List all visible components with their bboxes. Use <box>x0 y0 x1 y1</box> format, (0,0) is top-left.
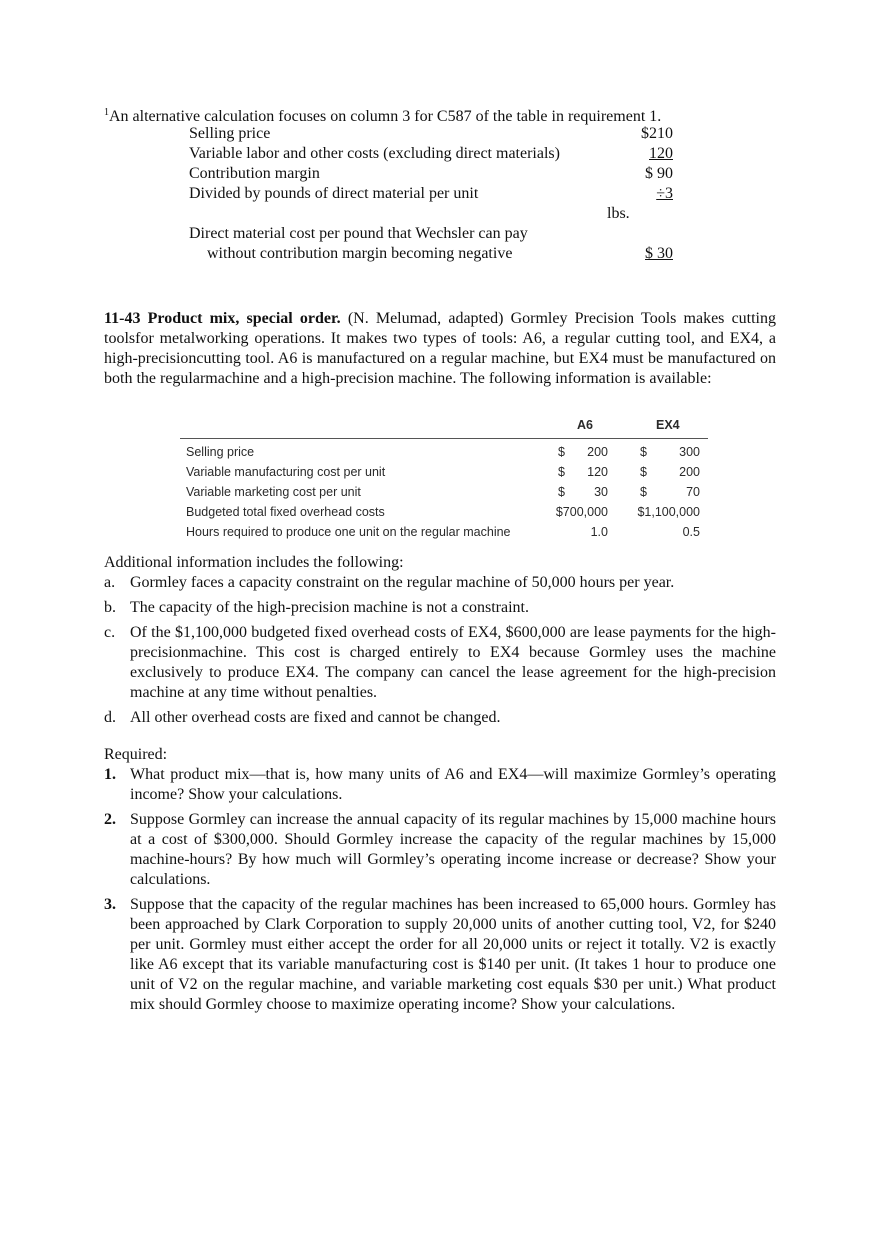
table-body <box>180 442 708 542</box>
cell-a6: 30 <box>594 485 608 499</box>
row-label: Budgeted total fixed overhead costs <box>186 505 385 519</box>
cell-currency: $ <box>558 485 565 499</box>
row-label: Hours required to produce one unit on the regular machine <box>186 525 511 539</box>
cell-ex4: 300 <box>679 445 700 459</box>
problem-title: 11-43 Product mix, special order. <box>104 310 341 327</box>
column-header-a6: A6 <box>577 418 593 432</box>
cell-currency: $ <box>558 445 565 459</box>
cell-a6: 200 <box>587 445 608 459</box>
additional-info <box>104 553 776 733</box>
list-marker: 1. <box>104 766 116 783</box>
list-item <box>104 810 776 890</box>
cell-ex4: 70 <box>686 485 700 499</box>
calc-row <box>189 144 689 164</box>
footnote-marker: 1 <box>104 107 109 118</box>
table-rule <box>180 438 708 439</box>
list-marker: c. <box>104 624 116 641</box>
calc-label: Contribution margin <box>189 165 320 182</box>
list-text: Suppose that the capacity of the regular machines has been increased to 65,000 hours. Gormley has been approached by Clark Corporation to supply 20,000 units of another cutting tool, V2, for $240 per unit. Gormley must either accept the order for all 20,000 units or reject it totally. V2 is exactly like A6 except that its variable manufacturing cost is $140 per unit. (It takes 1 hour to produce one unit of V2 on the regular machine, and variable marketing cost equals $30 per unit.) What product mix should Gormley choose to maximize operating income? Show your calculations. <box>130 896 776 1013</box>
calc-final-label: without contribution margin becoming negative <box>207 245 513 262</box>
list-marker: d. <box>104 709 116 726</box>
table-row <box>180 462 708 482</box>
calc-final-value: $ 30 <box>645 245 673 262</box>
calc-row <box>189 184 689 204</box>
cell-currency: $ <box>640 445 647 459</box>
product-table <box>180 416 708 539</box>
list-text: What product mix—that is, how many units of A6 and EX4—will maximize Gormley’s operating income? Show your calculations. <box>130 766 776 803</box>
list-text: Gormley faces a capacity constraint on the regular machine of 50,000 hours per year. <box>130 574 675 591</box>
cell-currency: $ <box>640 485 647 499</box>
list-marker: a. <box>104 574 116 591</box>
cell-a6: 1.0 <box>590 525 608 539</box>
list-text: Of the $1,100,000 budgeted fixed overhead costs of EX4, $600,000 are lease payments for the high-precisionmachine. This cost is charged entirely to EX4 because Gormley uses the machine exclusively to produce EX4. The company can cancel the lease agreement for the high-precision machine at any time without penalties. <box>130 624 776 701</box>
list-marker: 2. <box>104 811 116 828</box>
list-marker: 3. <box>104 896 116 913</box>
row-label: Selling price <box>186 445 255 459</box>
list-item <box>104 598 776 618</box>
footnote-calculation <box>189 124 689 264</box>
list-item <box>104 623 776 703</box>
row-label: Variable marketing cost per unit <box>186 485 361 499</box>
cell-ex4: 200 <box>679 465 700 479</box>
table-row <box>180 502 708 522</box>
list-text: All other overhead costs are fixed and cannot be changed. <box>130 709 501 726</box>
calc-value: $210 <box>641 125 673 142</box>
list-item <box>104 573 776 593</box>
calc-value: ÷3 <box>656 185 673 202</box>
list-text: Suppose Gormley can increase the annual capacity of its regular machines by 15,000 machine hours at a cost of $300,000. Should Gormley increase the capacity of the regular machines by 15,000 machine-hours? By how much will Gormley’s operating income increase or decrease? Show your calculations. <box>130 811 776 888</box>
table-header <box>180 416 708 438</box>
cell-a6: 120 <box>587 465 608 479</box>
calc-final-label: Direct material cost per pound that Wechsler can pay <box>189 225 528 242</box>
calc-label: Divided by pounds of direct material per unit <box>189 185 479 202</box>
table-row <box>180 482 708 502</box>
cell-ex4: 0.5 <box>682 525 700 539</box>
calc-unit-row <box>189 204 689 224</box>
problem-intro <box>104 309 776 389</box>
calc-row <box>189 224 689 244</box>
calc-row <box>189 244 689 264</box>
table-row <box>180 522 708 542</box>
required-heading: Required: <box>104 746 168 763</box>
table-row <box>180 442 708 462</box>
problem-intro-text: (N. Melumad, adapted) Gormley Precision Tools makes cutting toolsfor metalworking operations. It makes two types of tools: A6, a regular cutting tool, and EX4, a high-precisioncutting tool. A6 is manufactured on a regular machine, but EX4 must be manufactured on both the regularmachine and a high-precision machine. The following information is available: <box>104 310 777 387</box>
required-section <box>104 745 776 1020</box>
cell-a6: $700,000 <box>555 505 608 519</box>
list-item <box>104 708 776 728</box>
calc-value: $ 90 <box>645 165 673 182</box>
calc-row <box>189 164 689 184</box>
list-item <box>104 895 776 1015</box>
list-text: The capacity of the high-precision machine is not a constraint. <box>130 599 529 616</box>
calc-row <box>189 124 689 144</box>
column-header-ex4: EX4 <box>656 418 680 432</box>
calc-unit: lbs. <box>607 205 630 222</box>
calc-label: Selling price <box>189 125 271 142</box>
footnote-text: An alternative calculation focuses on column 3 for C587 of the table in requirement 1. <box>109 108 662 125</box>
row-label: Variable manufacturing cost per unit <box>186 465 386 479</box>
list-marker: b. <box>104 599 116 616</box>
calc-value: 120 <box>649 145 673 162</box>
cell-ex4: $1,100,000 <box>637 505 700 519</box>
list-item <box>104 765 776 805</box>
additional-heading: Additional information includes the following: <box>104 554 404 571</box>
calc-label: Variable labor and other costs (excluding direct materials) <box>189 145 560 162</box>
cell-currency: $ <box>558 465 565 479</box>
cell-currency: $ <box>640 465 647 479</box>
